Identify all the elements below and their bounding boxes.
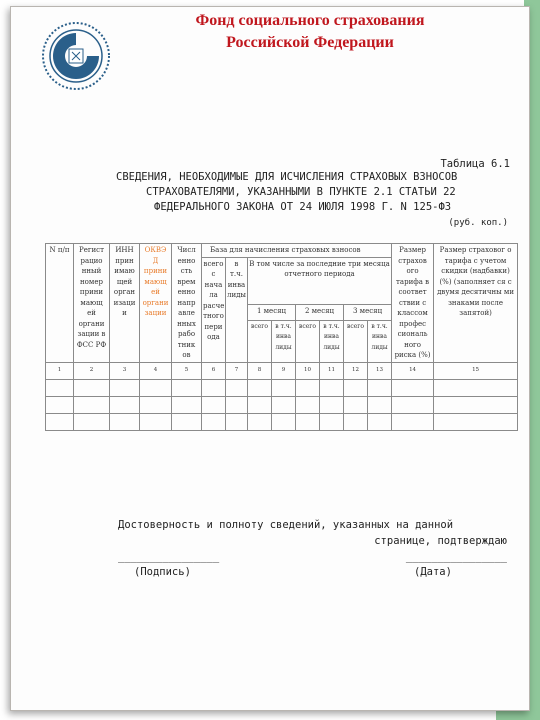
col-header-month-2: 2 месяц xyxy=(296,304,344,320)
table-cell[interactable] xyxy=(296,413,320,430)
table-cell[interactable] xyxy=(140,396,172,413)
table-cell[interactable] xyxy=(46,396,74,413)
table-cell[interactable] xyxy=(46,379,74,396)
table-cell[interactable] xyxy=(320,379,344,396)
col-header-base-all: всего с нача ла расче тного пери ода xyxy=(202,257,226,362)
units-label: (руб. коп.) xyxy=(448,218,508,228)
table-cell[interactable] xyxy=(74,379,110,396)
column-number: 15 xyxy=(434,362,518,379)
table-cell[interactable] xyxy=(344,396,368,413)
table-cell[interactable] xyxy=(202,396,226,413)
table-cell[interactable] xyxy=(226,379,248,396)
table-cell[interactable] xyxy=(320,413,344,430)
doc-title-line-3: ФЕДЕРАЛЬНОГО ЗАКОНА ОТ 24 ИЮЛЯ 1998 Г. N 125-ФЗ xyxy=(154,201,452,213)
table-cell[interactable] xyxy=(344,379,368,396)
col-header-m3-all: всего xyxy=(344,320,368,362)
col-header-inn: ИНН прин имаю щей орган изаци и xyxy=(110,244,140,363)
column-number: 9 xyxy=(272,362,296,379)
table-cell[interactable] xyxy=(392,396,434,413)
signature-blank: ________________ xyxy=(118,551,220,563)
column-number: 4 xyxy=(140,362,172,379)
table-cell[interactable] xyxy=(434,396,518,413)
signature-label: (Подпись) xyxy=(134,566,191,578)
table-cell[interactable] xyxy=(248,413,272,430)
col-header-month-3: 3 месяц xyxy=(344,304,392,320)
table-cell[interactable] xyxy=(320,396,344,413)
table-cell[interactable] xyxy=(172,379,202,396)
column-number: 3 xyxy=(110,362,140,379)
confirmation-line-1: Достоверность и полноту сведений, указанных на данной xyxy=(118,519,454,531)
doc-title-line-2: СТРАХОВАТЕЛЯМИ, УКАЗАННЫМИ В ПУНКТЕ 2.1 СТАТЬИ 22 xyxy=(146,186,456,198)
table-cell[interactable] xyxy=(172,413,202,430)
col-header-staff: Числ енно сть врем енно напр авле нных рабо тник ов xyxy=(172,244,202,363)
table-cell[interactable] xyxy=(110,396,140,413)
col-header-tariff-discount: Размер страховог о тарифа с учетом скидки (надбавки) (%) (заполняет ся с двумя десятичны ми знаками после запятой) xyxy=(434,244,518,363)
column-number: 7 xyxy=(226,362,248,379)
col-header-m3-disabled: в т.ч. инва лиды xyxy=(368,320,392,362)
table-cell[interactable] xyxy=(368,413,392,430)
table-row xyxy=(46,413,518,430)
col-header-reg-number: Регист рацио нный номер прини мающ ей органи зации в ФСС РФ xyxy=(74,244,110,363)
table-cell[interactable] xyxy=(248,396,272,413)
col-header-base-disabled: в т.ч. инва лиды xyxy=(226,257,248,362)
table-cell[interactable] xyxy=(368,396,392,413)
table-cell[interactable] xyxy=(368,379,392,396)
column-number: 5 xyxy=(172,362,202,379)
table-cell[interactable] xyxy=(202,379,226,396)
table-cell[interactable] xyxy=(226,396,248,413)
column-number: 12 xyxy=(344,362,368,379)
date-blank: ________________ xyxy=(405,551,507,563)
table-cell[interactable] xyxy=(110,379,140,396)
table-cell[interactable] xyxy=(392,379,434,396)
column-number: 1 xyxy=(46,362,74,379)
table-cell[interactable] xyxy=(248,379,272,396)
title-line-1: Фонд социального страхования xyxy=(195,12,425,29)
table-cell[interactable] xyxy=(272,379,296,396)
col-header-m2-all: всего xyxy=(296,320,320,362)
form-table xyxy=(45,243,518,431)
date-label: (Дата) xyxy=(414,566,452,578)
table-label: Таблица 6.1 xyxy=(440,158,510,170)
column-number: 14 xyxy=(392,362,434,379)
table-cell[interactable] xyxy=(140,413,172,430)
col-header-okved: ОКВЭ Д прини мающ ей органи зации xyxy=(140,244,172,363)
table-cell[interactable] xyxy=(140,379,172,396)
col-header-month-1: 1 месяц xyxy=(248,304,296,320)
table-cell[interactable] xyxy=(172,396,202,413)
table-cell[interactable] xyxy=(392,413,434,430)
table-row xyxy=(46,379,518,396)
table-cell[interactable] xyxy=(202,413,226,430)
column-number: 6 xyxy=(202,362,226,379)
table-cell[interactable] xyxy=(344,413,368,430)
column-number: 8 xyxy=(248,362,272,379)
table-cell[interactable] xyxy=(74,396,110,413)
doc-title-line-1: СВЕДЕНИЯ, НЕОБХОДИМЫЕ ДЛЯ ИСЧИСЛЕНИЯ СТРАХОВЫХ ВЗНОСОВ xyxy=(116,171,458,183)
table-cell[interactable] xyxy=(46,413,74,430)
table-cell[interactable] xyxy=(272,413,296,430)
column-number: 2 xyxy=(74,362,110,379)
col-header-m2-disabled: в т.ч. инва лиды xyxy=(320,320,344,362)
col-header-number: N п/п xyxy=(46,244,74,363)
col-header-m1-all: всего xyxy=(248,320,272,362)
table-row xyxy=(46,396,518,413)
col-header-base: База для начисления страховых взносов xyxy=(202,244,392,258)
table-cell[interactable] xyxy=(296,379,320,396)
col-header-last-months: В том числе за последние три месяца отчетного периода xyxy=(248,257,392,304)
column-number: 10 xyxy=(296,362,320,379)
table-cell[interactable] xyxy=(434,379,518,396)
column-number-row xyxy=(46,362,518,379)
column-number: 13 xyxy=(368,362,392,379)
column-number: 11 xyxy=(320,362,344,379)
page-title xyxy=(100,10,520,54)
table-cell[interactable] xyxy=(434,413,518,430)
table-cell[interactable] xyxy=(110,413,140,430)
table-cell[interactable] xyxy=(296,396,320,413)
table-cell[interactable] xyxy=(74,413,110,430)
title-line-2: Российской Федерации xyxy=(226,34,394,51)
table-cell[interactable] xyxy=(226,413,248,430)
table-cell[interactable] xyxy=(272,396,296,413)
col-header-m1-disabled: в т.ч. инва лиды xyxy=(272,320,296,362)
confirmation-line-2: странице, подтверждаю xyxy=(374,535,507,547)
col-header-tariff: Размер страхов ого тарифа в соответ ствии с классом профес сиональ ного риска (%) xyxy=(392,244,434,363)
